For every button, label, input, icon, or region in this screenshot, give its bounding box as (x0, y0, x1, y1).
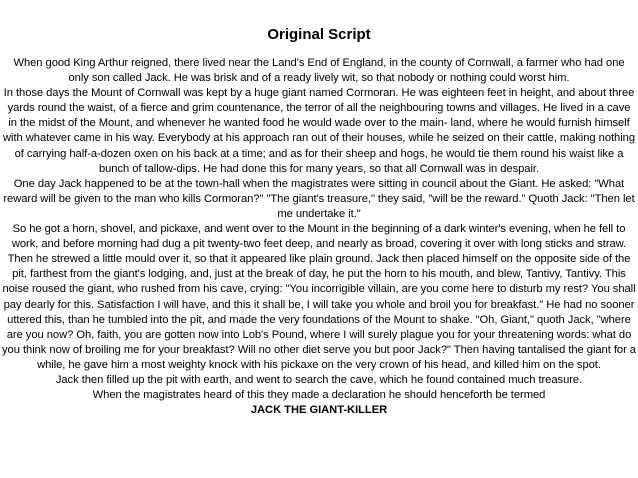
paragraph-4: So he got a horn, shovel, and pickaxe, and went over to the Mount in the beginning of a dark winter's evening, when he fell to work, and before morning had dug a pit twenty-two feet deep, and nearly as broad, covering it over with long sticks and straw. Then he strewed a little mould over it, so that it appeared like plain ground. Jack then placed himself on the opposite side of the pit, farthest from the giant's lodging, and, just at the break of day, he put the horn to his mouth, and blew, Tantivy, Tantivy. This noise roused the giant, who rushed from his cave, crying: "You incorrigible villain, are you come here to disturb my rest? You shall pay dearly for this. Satisfaction I will have, and this it shall be, I will take you whole and broil you for breakfast." He had no sooner uttered this, than he tumbled into the pit, and made the very foundations of the Mount to shake. "Oh, Giant," quoth Jack, "where are you now? Oh, faith, you are gotten now into Lob's Pound, where I will surely plague you for your threatening words: what do you think now of broiling me for your breakfast? Will no other diet serve you but poor Jack?" Then having tantalised the giant for a while, he gave him a most weighty knock with his pickaxe on the very crown of his head, and killed him on the spot. (2, 223, 636, 371)
paragraph-1: When good King Arthur reigned, there lived near the Land's End of England, in the county of Cornwall, a farmer who had one only son called Jack. He was brisk and of a ready lively wit, so that nobody or nothing could worst him. (13, 57, 625, 85)
document-title: Original Script (267, 26, 371, 43)
paragraph-2: In those days the Mount of Cornwall was kept by a huge giant named Cormoran. He was eighteen feet in height, and about three yards round the waist, of a fierce and grim countenance, the terror of all the neighbouring towns and villages. He lived in a cave in the midst of the Mount, and whenever he wanted food he would wade over to the main- land, where he would furnish himself with whatever came in his way. Everybody at his approach ran out of their houses, while he seized on their cattle, making nothing of carrying half-a-dozen oxen on his back at a time; and as for their sheep and hogs, he would tie them round his waist like a bunch of tallow-dips. He had done this for many years, so that all Cornwall was in despair. (3, 87, 635, 175)
document-body (2, 56, 636, 418)
paragraph-6: When the magistrates heard of this they made a declaration he should henceforth be termed (92, 389, 546, 402)
paragraph-5: Jack then filled up the pit with earth, and went to search the cave, which he found contained much treasure. (55, 373, 583, 386)
closing-title: JACK THE GIANT-KILLER (250, 404, 388, 417)
paragraph-3: One day Jack happened to be at the town-hall when the magistrates were sitting in council about the Giant. He asked: "What reward will be given to the man who kills Cormoran?" "The giant's treasure," they said, "will be the reward." Quoth Jack: "Then let me undertake it." (3, 177, 635, 220)
